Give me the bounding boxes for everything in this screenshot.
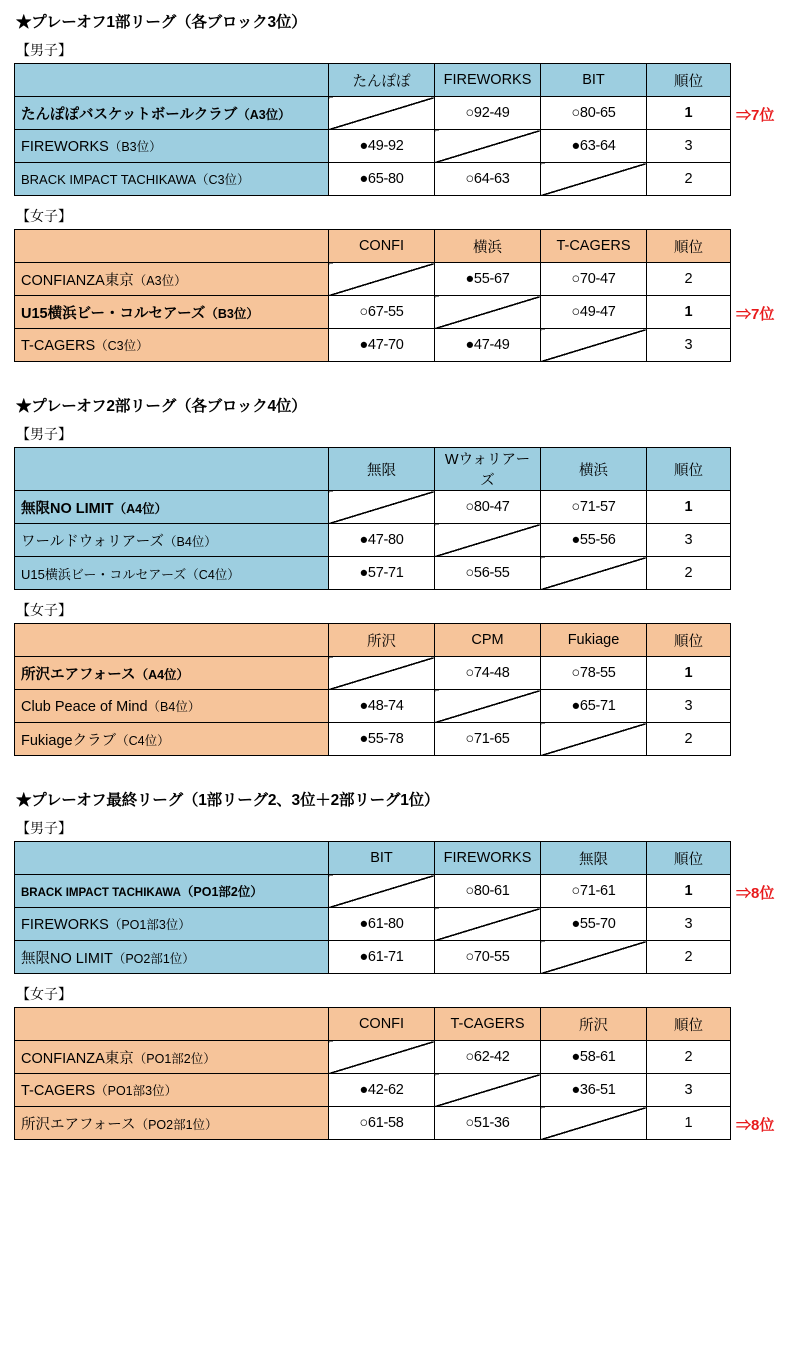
gender-label: 【女子】 [16, 208, 72, 224]
header-opponent-column: CPM [435, 624, 541, 657]
table-row [15, 557, 731, 590]
team-name: Club Peace of Mind [21, 699, 148, 715]
team-name-cell [15, 97, 329, 130]
team-name-cell [15, 941, 329, 974]
standings-table-wrapper [14, 229, 783, 362]
result-cell: ○51-36 [435, 1107, 541, 1140]
result-cell: ●61-71 [329, 941, 435, 974]
header-opponent-column: FIREWORKS [435, 842, 541, 875]
section-title: ★プレーオフ最終リーグ（1部リーグ2、3位＋2部リーグ1位） [16, 792, 440, 809]
self-match-cell [541, 723, 647, 756]
qualification-note: ⇒7位 [736, 306, 775, 323]
result-cell: ○80-65 [541, 97, 647, 130]
result-cell: ●65-71 [541, 690, 647, 723]
header-rank-column: 順位 [647, 1008, 731, 1041]
result-cell: ●65-80 [329, 163, 435, 196]
table-header-row [15, 624, 731, 657]
result-cell: ●42-62 [329, 1074, 435, 1107]
header-rank-column: 順位 [647, 230, 731, 263]
team-seed: （C3位） [95, 339, 149, 353]
team-name-cell [15, 908, 329, 941]
header-team-column [15, 230, 329, 263]
self-match-cell [329, 97, 435, 130]
header-opponent-column: CONFI [329, 230, 435, 263]
spacer [14, 756, 783, 782]
team-seed: （A4位） [113, 501, 168, 516]
tournament-section [14, 788, 783, 1166]
team-name-cell [15, 723, 329, 756]
result-cell: ●48-74 [329, 690, 435, 723]
team-seed: （A3位） [237, 107, 291, 122]
header-opponent-column: T-CAGERS [541, 230, 647, 263]
table-row [15, 296, 731, 329]
tournament-section [14, 394, 783, 782]
team-name: T-CAGERS [21, 338, 96, 354]
rank-cell: 1 [647, 97, 731, 130]
rank-cell: 3 [647, 524, 731, 557]
rank-cell: 3 [647, 329, 731, 362]
result-cell: ○78-55 [541, 657, 647, 690]
team-seed: （B4位） [163, 534, 217, 549]
team-name-cell [15, 690, 329, 723]
standings-table [14, 447, 731, 590]
header-opponent-column: 横浜 [435, 230, 541, 263]
header-rank-column: 順位 [647, 64, 731, 97]
table-header-row [15, 230, 731, 263]
team-seed: （PO1部2位） [180, 885, 263, 899]
rank-cell: 1 [647, 1107, 731, 1140]
header-opponent-column: CONFI [329, 1008, 435, 1041]
result-cell: ●36-51 [541, 1074, 647, 1107]
team-name: Fukiageクラブ [21, 732, 117, 749]
result-cell: ○49-47 [541, 296, 647, 329]
rank-cell: 1 [647, 491, 731, 524]
self-match-cell [435, 524, 541, 557]
team-name-cell [15, 657, 329, 690]
section-title: ★プレーオフ2部リーグ（各ブロック4位） [16, 398, 307, 415]
result-cell: ●55-56 [541, 524, 647, 557]
header-team-column [15, 624, 329, 657]
header-opponent-column: 所沢 [541, 1008, 647, 1041]
standings-table [14, 1007, 731, 1140]
rank-cell: 2 [647, 941, 731, 974]
spacer [14, 1140, 783, 1166]
team-name-cell [15, 1041, 329, 1074]
result-cell: ●49-92 [329, 130, 435, 163]
qualification-note: ⇒8位 [736, 885, 775, 902]
result-cell: ○74-48 [435, 657, 541, 690]
standings-table [14, 623, 731, 756]
header-rank-column: 順位 [647, 624, 731, 657]
self-match-cell [329, 263, 435, 296]
table-row [15, 163, 731, 196]
result-cell: ○71-61 [541, 875, 647, 908]
header-opponent-column: Wウォリアーズ [435, 448, 541, 491]
standings-table-wrapper [14, 447, 783, 590]
team-name-cell [15, 1074, 329, 1107]
spacer [14, 974, 783, 982]
spacer [14, 590, 783, 598]
team-name-cell [15, 875, 329, 908]
header-opponent-column: 無限 [541, 842, 647, 875]
header-opponent-column: Fukiage [541, 624, 647, 657]
self-match-cell [329, 491, 435, 524]
table-header-row [15, 842, 731, 875]
self-match-cell [541, 329, 647, 362]
table-row [15, 690, 731, 723]
team-name: 所沢エアフォース [21, 1116, 136, 1133]
result-cell: ○70-55 [435, 941, 541, 974]
team-name: CONFIANZA東京 [21, 1050, 134, 1067]
header-team-column [15, 1008, 329, 1041]
table-row [15, 97, 731, 130]
rank-cell: 3 [647, 130, 731, 163]
team-seed: （PO1部3位） [108, 918, 191, 932]
header-opponent-column: BIT [329, 842, 435, 875]
rank-cell: 3 [647, 908, 731, 941]
standings-table-wrapper [14, 841, 783, 974]
table-row [15, 491, 731, 524]
team-seed: （PO2部1位） [135, 1117, 218, 1132]
header-opponent-column: たんぽぽ [329, 64, 435, 97]
team-name: U15横浜ビー・コルセアーズ [21, 305, 206, 322]
header-opponent-column: 無限 [329, 448, 435, 491]
spacer [14, 196, 783, 204]
rank-cell: 2 [647, 557, 731, 590]
rank-cell: 2 [647, 723, 731, 756]
table-row [15, 524, 731, 557]
result-cell: ●47-49 [435, 329, 541, 362]
header-opponent-column: 所沢 [329, 624, 435, 657]
team-seed: （A4位） [135, 667, 190, 682]
gender-label: 【男子】 [16, 42, 72, 58]
rank-cell: 2 [647, 1041, 731, 1074]
standings-table [14, 63, 731, 196]
header-rank-column: 順位 [647, 448, 731, 491]
team-name: FIREWORKS [21, 139, 109, 155]
rank-cell: 3 [647, 690, 731, 723]
result-cell: ○71-57 [541, 491, 647, 524]
team-name: T-CAGERS [21, 1083, 96, 1099]
table-row [15, 1107, 731, 1140]
team-name-cell [15, 296, 329, 329]
team-seed: （B4位） [147, 700, 201, 714]
standings-table-wrapper [14, 623, 783, 756]
team-name: 無限NO LIMIT [21, 500, 114, 517]
team-name: CONFIANZA東京 [21, 272, 134, 289]
team-name-cell [15, 1107, 329, 1140]
result-cell: ○70-47 [541, 263, 647, 296]
team-seed: （C3位） [196, 173, 250, 187]
team-seed: （C4位） [186, 567, 240, 582]
result-cell: ○61-58 [329, 1107, 435, 1140]
rank-cell: 3 [647, 1074, 731, 1107]
result-cell: ●47-70 [329, 329, 435, 362]
table-header-row [15, 64, 731, 97]
header-rank-column: 順位 [647, 842, 731, 875]
result-cell: ●57-71 [329, 557, 435, 590]
table-row [15, 941, 731, 974]
self-match-cell [541, 557, 647, 590]
team-seed: （B3位） [205, 306, 259, 321]
team-seed: （PO1部2位） [133, 1051, 216, 1066]
result-cell: ○92-49 [435, 97, 541, 130]
team-name: たんぽぽバスケットボールクラブ [21, 106, 238, 123]
self-match-cell [329, 657, 435, 690]
result-cell: ●61-80 [329, 908, 435, 941]
gender-label: 【女子】 [16, 986, 72, 1002]
self-match-cell [435, 130, 541, 163]
header-team-column [15, 64, 329, 97]
self-match-cell [541, 1107, 647, 1140]
gender-label: 【男子】 [16, 426, 72, 442]
table-row [15, 263, 731, 296]
team-name-cell [15, 263, 329, 296]
spacer [14, 362, 783, 388]
result-cell: ●58-61 [541, 1041, 647, 1074]
team-seed: （B3位） [108, 140, 162, 154]
rank-cell: 1 [647, 657, 731, 690]
team-name-cell [15, 491, 329, 524]
header-opponent-column: BIT [541, 64, 647, 97]
team-name-cell [15, 557, 329, 590]
gender-label: 【女子】 [16, 602, 72, 618]
rank-cell: 1 [647, 875, 731, 908]
team-name: 無限NO LIMIT [21, 950, 113, 967]
qualification-note: ⇒7位 [736, 107, 775, 124]
result-cell: ○67-55 [329, 296, 435, 329]
rank-cell: 2 [647, 163, 731, 196]
table-row [15, 130, 731, 163]
header-opponent-column: T-CAGERS [435, 1008, 541, 1041]
header-team-column [15, 448, 329, 491]
self-match-cell [435, 1074, 541, 1107]
table-row [15, 329, 731, 362]
team-name: FIREWORKS [21, 917, 109, 933]
table-header-row [15, 448, 731, 491]
team-seed: （PO1部3位） [95, 1084, 178, 1098]
table-row [15, 1041, 731, 1074]
result-cell: ●55-70 [541, 908, 647, 941]
standings-table [14, 841, 731, 974]
standings-table [14, 229, 731, 362]
self-match-cell [435, 908, 541, 941]
tournament-section [14, 10, 783, 388]
result-cell: ○71-65 [435, 723, 541, 756]
gender-label: 【男子】 [16, 820, 72, 836]
team-name-cell [15, 130, 329, 163]
self-match-cell [329, 1041, 435, 1074]
result-cell: ○56-55 [435, 557, 541, 590]
team-name: BRACK IMPACT TACHIKAWA [21, 887, 181, 899]
qualification-note: ⇒8位 [736, 1117, 775, 1134]
team-name: U15横浜ビー・コルセアーズ [21, 566, 187, 582]
header-team-column [15, 842, 329, 875]
result-cell: ●55-67 [435, 263, 541, 296]
result-cell: ●47-80 [329, 524, 435, 557]
self-match-cell [435, 296, 541, 329]
team-name: 所沢エアフォース [21, 666, 136, 683]
rank-cell: 1 [647, 296, 731, 329]
table-row [15, 908, 731, 941]
table-row [15, 875, 731, 908]
team-name: ワールドウォリアーズ [21, 533, 164, 550]
result-cell: ○64-63 [435, 163, 541, 196]
self-match-cell [329, 875, 435, 908]
table-row [15, 723, 731, 756]
team-seed: （C4位） [116, 733, 170, 748]
section-title: ★プレーオフ1部リーグ（各ブロック3位） [16, 14, 307, 31]
result-cell: ○62-42 [435, 1041, 541, 1074]
table-row [15, 657, 731, 690]
result-cell: ●55-78 [329, 723, 435, 756]
table-header-row [15, 1008, 731, 1041]
self-match-cell [435, 690, 541, 723]
standings-table-wrapper [14, 1007, 783, 1140]
team-name-cell [15, 524, 329, 557]
result-cell: ○80-47 [435, 491, 541, 524]
table-row [15, 1074, 731, 1107]
rank-cell: 2 [647, 263, 731, 296]
self-match-cell [541, 163, 647, 196]
sections-container [14, 10, 783, 1166]
team-name-cell [15, 163, 329, 196]
result-cell: ●63-64 [541, 130, 647, 163]
standings-table-wrapper [14, 63, 783, 196]
result-cell: ○80-61 [435, 875, 541, 908]
team-name-cell [15, 329, 329, 362]
header-opponent-column: 横浜 [541, 448, 647, 491]
self-match-cell [541, 941, 647, 974]
header-opponent-column: FIREWORKS [435, 64, 541, 97]
team-seed: （A3位） [133, 273, 187, 288]
team-seed: （PO2部1位） [112, 951, 195, 966]
team-name: BRACK IMPACT TACHIKAWA [21, 172, 197, 187]
